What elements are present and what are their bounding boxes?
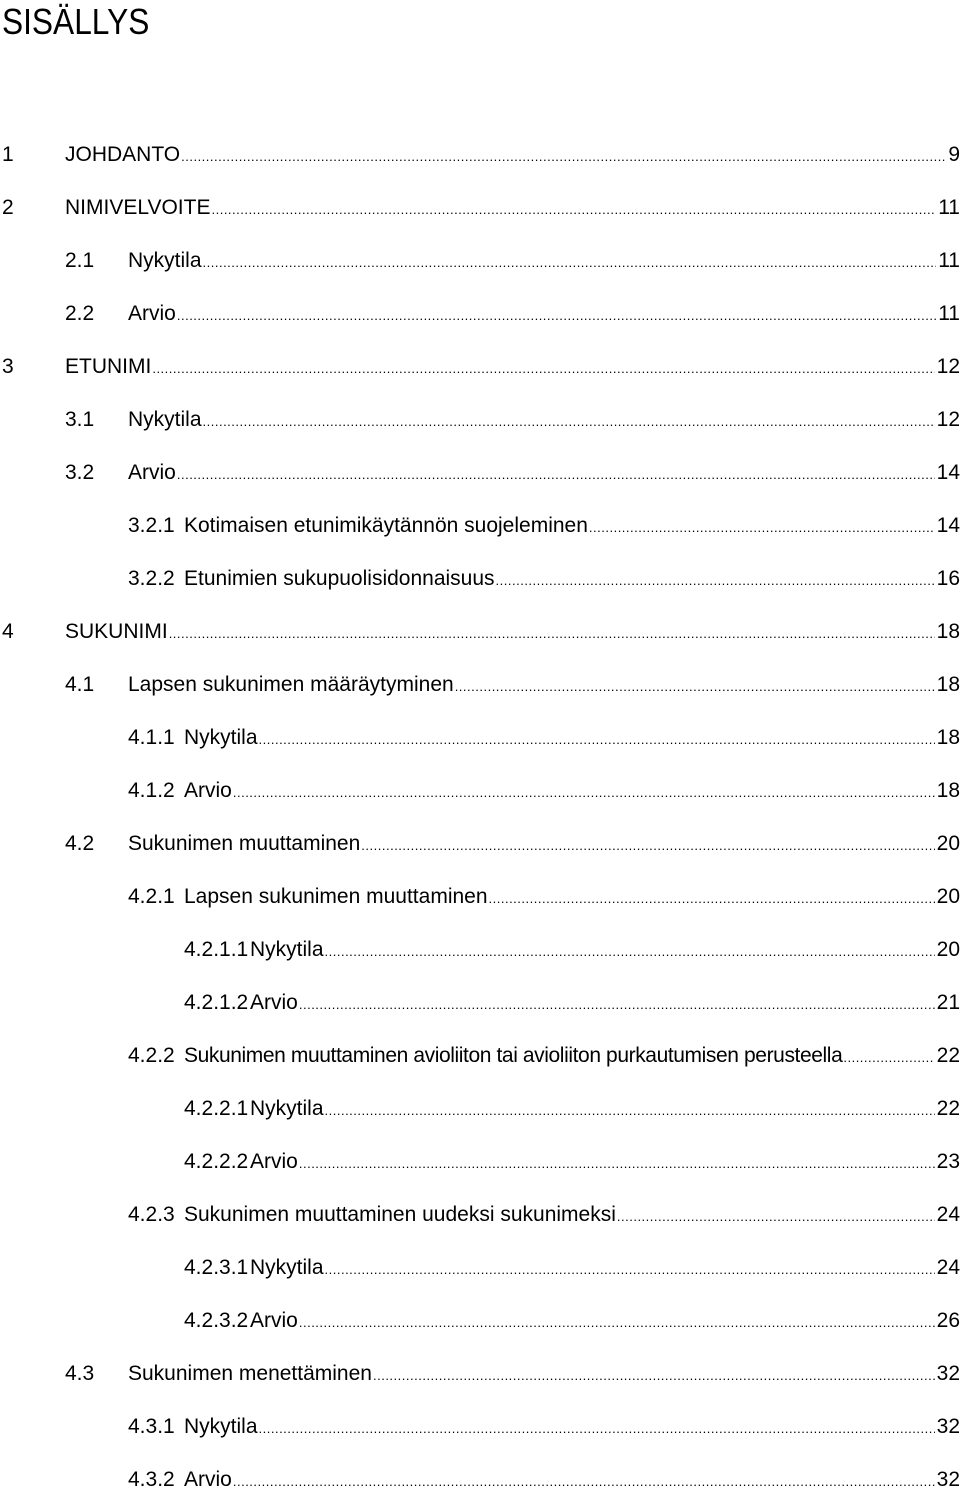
dot-leader [177, 460, 935, 488]
dot-leader [177, 301, 936, 329]
toc-entry-page: 22 [936, 1044, 960, 1067]
toc-entry-page: 26 [936, 1309, 960, 1332]
toc-entry-number: 4.1 [65, 673, 95, 696]
toc-entry-page: 12 [936, 355, 960, 378]
toc-entry-page: 16 [936, 567, 960, 590]
toc-entry[interactable] [0, 511, 960, 541]
toc-entry-number: 1 [2, 143, 14, 166]
toc-entry[interactable] [0, 1094, 960, 1124]
dot-leader [203, 248, 937, 276]
toc-entry-title: Nykytila [184, 1415, 258, 1438]
toc-entry-page: 14 [936, 514, 960, 537]
toc-entry-number: 4.2.2.2 [184, 1150, 249, 1173]
toc-entry-title: Arvio [250, 1150, 298, 1173]
toc-entry-title: Arvio [250, 991, 298, 1014]
dot-leader [211, 195, 936, 223]
toc-entry-title: Nykytila [128, 249, 202, 272]
dot-leader [299, 1308, 935, 1336]
toc-entry-page: 21 [936, 991, 960, 1014]
toc-entry[interactable] [0, 1359, 960, 1389]
toc-entry-number: 4.3.1 [128, 1415, 175, 1438]
dot-leader [496, 566, 935, 594]
toc-entry-number: 3.2.1 [128, 514, 175, 537]
toc-entry-page: 23 [936, 1150, 960, 1173]
toc-entry-page: 32 [936, 1415, 960, 1438]
toc-entry-title: Lapsen sukunimen muuttaminen [184, 885, 488, 908]
toc-entry[interactable] [0, 723, 960, 753]
dot-leader [617, 1202, 935, 1230]
toc-entry[interactable] [0, 776, 960, 806]
toc-entry-number: 4.1.2 [128, 779, 175, 802]
dot-leader [843, 1043, 934, 1071]
toc-entry-page: 18 [936, 620, 960, 643]
dot-leader [233, 1467, 935, 1495]
toc-entry-page: 9 [948, 143, 960, 166]
toc-entry-title: Arvio [184, 1468, 232, 1491]
toc-entry[interactable] [0, 1306, 960, 1336]
toc-entry-page: 11 [938, 196, 960, 219]
toc-entry-title: Sukunimen menettäminen [128, 1362, 372, 1385]
toc-entry-title: Nykytila [184, 726, 258, 749]
toc-entry[interactable] [0, 246, 960, 276]
toc-entry[interactable] [0, 1253, 960, 1283]
toc-entry-page: 24 [936, 1203, 960, 1226]
dot-leader [325, 1096, 935, 1124]
toc-entry[interactable] [0, 829, 960, 859]
toc-entry[interactable] [0, 405, 960, 435]
toc-entry-title: Etunimien sukupuolisidonnaisuus [184, 567, 495, 590]
toc-entry-page: 32 [936, 1468, 960, 1491]
toc-entry[interactable] [0, 670, 960, 700]
toc-entry-page: 18 [936, 779, 960, 802]
toc-entry-number: 4.3.2 [128, 1468, 175, 1491]
toc-entry-page: 12 [936, 408, 960, 431]
toc-entry-page: 14 [936, 461, 960, 484]
toc-entry[interactable] [0, 1412, 960, 1442]
toc-entry-page: 18 [936, 726, 960, 749]
dot-leader [589, 513, 935, 541]
page-title: SISÄLLYS [2, 1, 150, 42]
toc-entry-title: Arvio [128, 461, 176, 484]
toc-entry-number: 4.2.3 [128, 1203, 175, 1226]
toc-entry-title: Sukunimen muuttaminen avioliiton tai avioliiton purkautumisen perusteella [184, 1044, 843, 1067]
toc-entry-title: Sukunimen muuttaminen [128, 832, 361, 855]
dot-leader [455, 672, 935, 700]
toc-entry-number: 2.1 [65, 249, 95, 272]
dot-leader [169, 619, 935, 647]
toc-entry-page: 20 [936, 832, 960, 855]
dot-leader [299, 990, 935, 1018]
toc-entry[interactable] [0, 1147, 960, 1177]
toc-entry-number: 3.1 [65, 408, 95, 431]
toc-entry[interactable] [0, 352, 960, 382]
toc-entry[interactable] [0, 1200, 960, 1230]
toc-entry-number: 3.2 [65, 461, 95, 484]
dot-leader [299, 1149, 935, 1177]
toc-entry-title: Nykytila [250, 1256, 324, 1279]
toc-entry-number: 2 [2, 196, 14, 219]
toc-entry-title: JOHDANTO [65, 143, 181, 166]
toc-entry-number: 4.2 [65, 832, 95, 855]
dot-leader [325, 1255, 935, 1283]
toc-entry[interactable] [0, 1465, 960, 1495]
toc-entry-number: 4.2.2 [128, 1044, 175, 1067]
toc-entry-title: Nykytila [128, 408, 202, 431]
toc-entry-title: Arvio [250, 1309, 298, 1332]
toc-entry-title: ETUNIMI [65, 355, 152, 378]
toc-entry[interactable] [0, 458, 960, 488]
toc-entry-page: 32 [936, 1362, 960, 1385]
dot-leader [361, 831, 934, 859]
toc-entry-page: 18 [936, 673, 960, 696]
toc-entry[interactable] [0, 617, 960, 647]
toc-entry-number: 4.1.1 [128, 726, 175, 749]
dot-leader [152, 354, 934, 382]
toc-entry-number: 4.2.1.2 [184, 991, 249, 1014]
dot-leader [373, 1361, 935, 1389]
dot-leader [181, 142, 946, 170]
toc-entry[interactable] [0, 564, 960, 594]
toc-entry-title: Arvio [128, 302, 176, 325]
toc-entry[interactable] [0, 988, 960, 1018]
toc-entry[interactable] [0, 935, 960, 965]
toc-entry-number: 3.2.2 [128, 567, 175, 590]
toc-entry-page: 20 [936, 885, 960, 908]
toc-entry-title: Kotimaisen etunimikäytännön suojeleminen [184, 514, 588, 537]
toc-entry-number: 4.2.3.2 [184, 1309, 249, 1332]
toc-entry[interactable] [0, 882, 960, 912]
toc-entry-title: Lapsen sukunimen määräytyminen [128, 673, 454, 696]
dot-leader [325, 937, 935, 965]
toc-entry-title: NIMIVELVOITE [65, 196, 211, 219]
dot-leader [259, 725, 935, 753]
toc-entry-title: Nykytila [250, 938, 324, 961]
toc-entry-page: 24 [936, 1256, 960, 1279]
dot-leader [233, 778, 935, 806]
toc-entry[interactable] [0, 1041, 960, 1071]
toc-entry-page: 11 [938, 302, 960, 325]
toc-entry[interactable] [0, 140, 960, 170]
toc-entry-number: 4.3 [65, 1362, 95, 1385]
toc-entry-number: 4.2.2.1 [184, 1097, 249, 1120]
dot-leader [489, 884, 935, 912]
dot-leader [203, 407, 935, 435]
toc-entry[interactable] [0, 299, 960, 329]
toc-entry-title: Sukunimen muuttaminen uudeksi sukunimeksi [184, 1203, 616, 1226]
toc-entry-number: 4.2.1.1 [184, 938, 249, 961]
toc-entry[interactable] [0, 193, 960, 223]
toc-entry-number: 4.2.3.1 [184, 1256, 249, 1279]
toc-entry-title: Arvio [184, 779, 232, 802]
toc-entry-number: 4 [2, 620, 14, 643]
toc-entry-number: 3 [2, 355, 14, 378]
toc-entry-page: 20 [936, 938, 960, 961]
toc-entry-page: 11 [938, 249, 960, 272]
toc-entry-page: 22 [936, 1097, 960, 1120]
toc-entry-title: SUKUNIMI [65, 620, 168, 643]
toc-entry-title: Nykytila [250, 1097, 324, 1120]
dot-leader [259, 1414, 935, 1442]
toc-entry-number: 4.2.1 [128, 885, 175, 908]
toc-entry-number: 2.2 [65, 302, 95, 325]
